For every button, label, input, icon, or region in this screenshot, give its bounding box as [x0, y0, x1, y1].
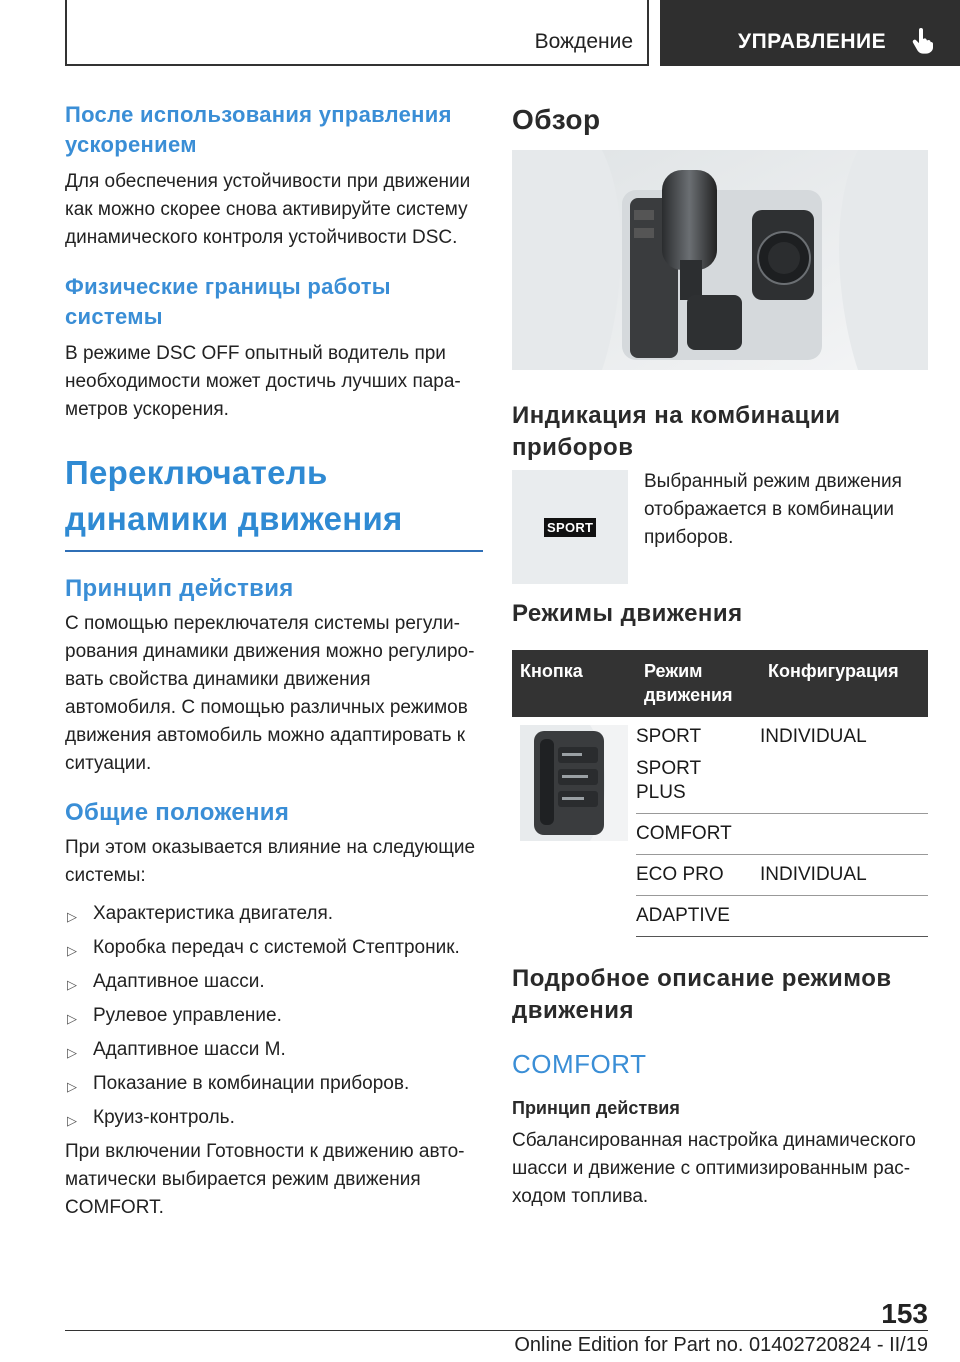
- heading-comfort-principle: Принцип действия: [512, 1098, 680, 1118]
- list-item: ▷ Показание в комбинации приборов.: [65, 1070, 483, 1098]
- heading-driving-dynamics-switch: Переключатель динамики движения: [65, 454, 403, 537]
- list-item: ▷ Адаптивное шасси M.: [65, 1036, 483, 1064]
- triangle-bullet-icon: ▷: [67, 1011, 77, 1026]
- config-adaptive: [760, 896, 928, 937]
- column-header-config: Конфигурация: [760, 650, 928, 717]
- section-divider: [65, 550, 483, 552]
- left-column: [65, 100, 483, 1222]
- systems-list: [65, 900, 483, 1132]
- right-column: [512, 100, 928, 1211]
- para-general: При этом оказывается влияние на следующие системы:: [65, 837, 476, 886]
- column-header-button: Кнопка: [512, 650, 636, 717]
- list-item: ▷ Адаптивное шасси.: [65, 968, 483, 996]
- mode-adaptive: ADAPTIVE: [636, 896, 760, 937]
- heading-general: Общие положения: [65, 799, 290, 826]
- triangle-bullet-icon: ▷: [67, 943, 77, 958]
- table-row: [512, 717, 928, 814]
- para-indicator: Выбранный режим движения отображается в комбинации приборов.: [644, 471, 902, 548]
- sport-indicator-label: SPORT: [544, 518, 596, 537]
- para-default-mode: При включении Готовности к движению авто-матически выбирается режим движения COMFORT.: [65, 1141, 465, 1218]
- mode-sport-plus: SPORT PLUS: [636, 758, 701, 803]
- list-item: ▷ Характеристика двигателя.: [65, 900, 483, 928]
- heading-after-acceleration: После использования управления ускорением: [65, 102, 452, 157]
- triangle-bullet-icon: ▷: [67, 909, 77, 924]
- column-header-mode: Режим движения: [636, 650, 760, 717]
- pointing-hand-icon: [910, 28, 934, 54]
- heading-principle: Принцип действия: [65, 575, 294, 602]
- para-comfort: Сбалансированная настройка динамического шасси и движение с оптимизированным рас-ходом топлива.: [512, 1130, 916, 1207]
- config-eco-pro: INDIVIDUAL: [760, 855, 928, 896]
- drive-mode-switch-image: [520, 725, 628, 841]
- heading-physical-limits: Физические границы работы системы: [65, 274, 391, 329]
- indicator-image: [512, 470, 628, 584]
- config-comfort: [760, 814, 928, 855]
- table-header-row: [512, 650, 928, 717]
- list-item: ▷ Рулевое управление.: [65, 1002, 483, 1030]
- section-title: Вождение: [534, 30, 633, 53]
- heading-comfort: COMFORT: [512, 1049, 647, 1079]
- para-physical-limits: В режиме DSC OFF опытный водитель при необходимости может достичь лучших пара-метров ускорения.: [65, 343, 461, 420]
- edition-note: Online Edition for Part no. 01402720824 - II/19: [514, 1334, 928, 1356]
- footer-rule: [65, 1330, 928, 1331]
- mode-eco-pro: ECO PRO: [636, 855, 760, 896]
- heading-drive-modes: Режимы движения: [512, 600, 743, 627]
- heading-overview: Обзор: [512, 104, 601, 135]
- triangle-bullet-icon: ▷: [67, 977, 77, 992]
- heading-indicator: Индикация на комбинации приборов: [512, 402, 841, 461]
- mode-comfort: COMFORT: [636, 814, 760, 855]
- center-console-photo: [512, 150, 928, 370]
- triangle-bullet-icon: ▷: [67, 1079, 77, 1094]
- list-item: ▷ Коробка передач с системой Стептроник.: [65, 934, 483, 962]
- triangle-bullet-icon: ▷: [67, 1045, 77, 1060]
- page-number: 153: [881, 1298, 928, 1329]
- header-chapter-tab: [660, 0, 960, 66]
- switch-button-cell: [512, 717, 636, 937]
- chapter-title: УПРАВЛЕНИЕ: [738, 30, 887, 53]
- para-principle: С помощью переключателя системы регули-рования динамики движения можно регулиро-вать свойства динамики движения автомобиля. С помощью различных режимов движения автомобиль можно адаптировать к ситуации.: [65, 613, 475, 774]
- list-item: ▷ Круиз-контроль.: [65, 1104, 483, 1132]
- mode-sport: SPORT: [636, 726, 702, 747]
- para-after-acceleration: Для обеспечения устойчивости при движении как можно скорее снова активируйте систему динамического контроля устойчивости DSC.: [65, 171, 471, 248]
- config-sport: INDIVIDUAL: [760, 717, 928, 814]
- heading-mode-details: Подробное описание режимов движения: [512, 965, 892, 1024]
- drive-modes-table: [512, 650, 928, 937]
- triangle-bullet-icon: ▷: [67, 1113, 77, 1128]
- console-illustration: [512, 150, 928, 370]
- header-section-tab: [65, 0, 649, 66]
- indicator-row: [512, 470, 928, 584]
